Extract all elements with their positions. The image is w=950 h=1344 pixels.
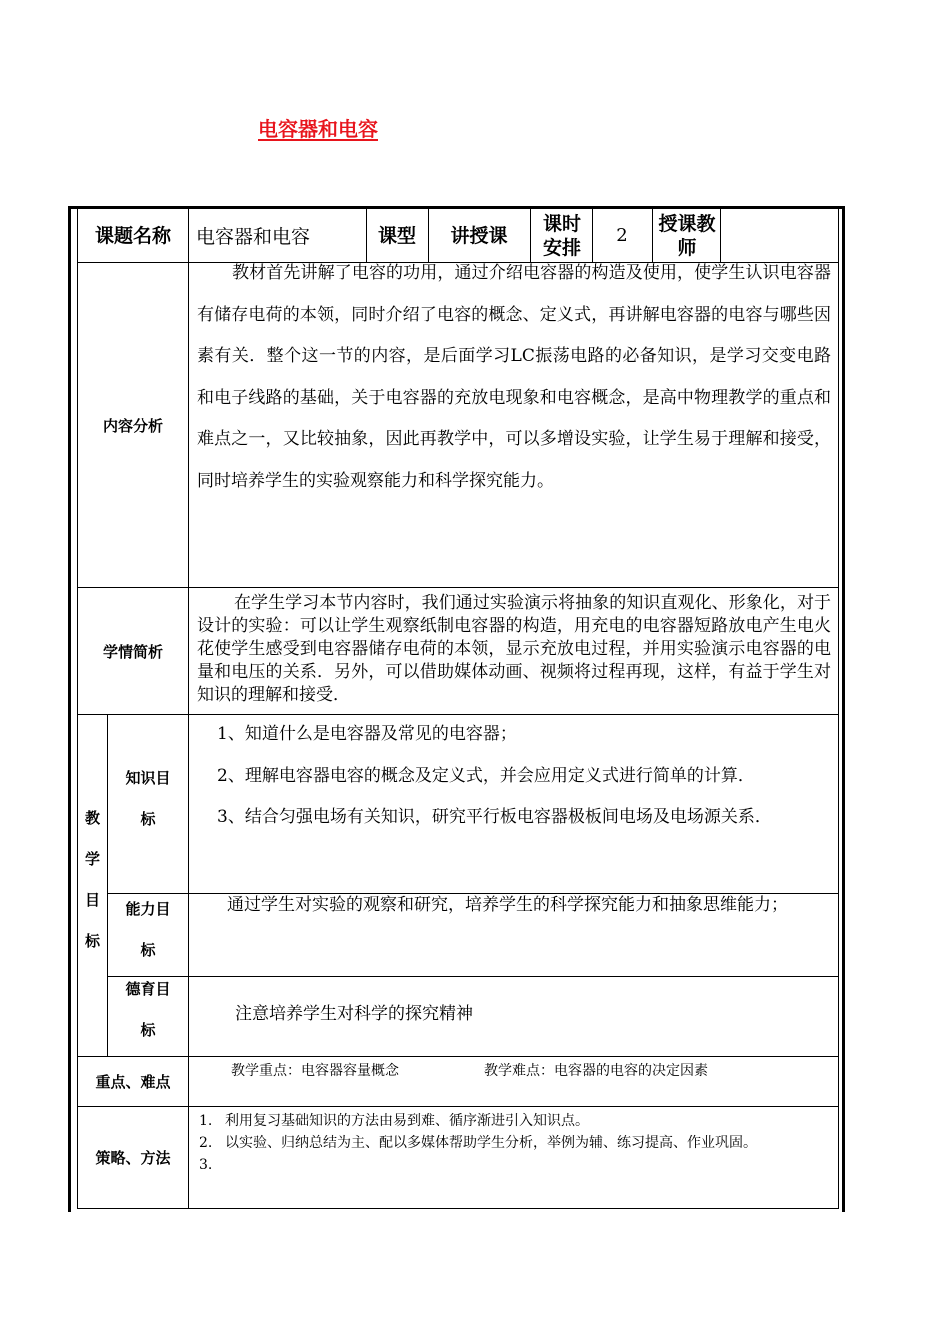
strategy-item [199, 1154, 833, 1176]
rule-ability-bottom [107, 976, 838, 977]
rule-goals-bottom [77, 1056, 838, 1057]
strategy-item-number: 2. [199, 1135, 213, 1151]
student-analysis-label: 学情简析 [102, 642, 163, 661]
knowledge-goal-2: 2、理解电容器电容的概念及定义式，并会应用定义式进行简单的计算． [217, 765, 755, 786]
lesson-type-label: 课型 [377, 224, 416, 247]
teaching-focus: 教学重点：电容器容量概念 [231, 1063, 399, 1079]
ability-goals-text: 通过学生对实验的观察和研究，培养学生的科学探究能力和抽象思维能力； [227, 895, 788, 915]
strategy-item [199, 1110, 833, 1132]
strategy-item-number: 1. [199, 1113, 213, 1129]
strategy-item-text: 以实验、归纳总结为主、配以多媒体帮助学生分析，举例为辅、练习提高、作业巩固。 [225, 1135, 757, 1151]
moral-goals-text: 注意培养学生对科学的探究精神 [235, 1004, 473, 1024]
knowledge-goal-3: 3、结合匀强电场有关知识，研究平行板电容器极板间电场及电场源关系． [217, 807, 772, 827]
knowledge-goal-1: 1、知道什么是电容器及常见的电容器； [217, 724, 517, 744]
strategy-list [199, 1110, 833, 1176]
hours-label: 课时安排 [542, 212, 581, 259]
knowledge-goals-list [197, 714, 831, 839]
strategy-item [199, 1132, 833, 1154]
moral-goals-label: 德育目标 [125, 980, 171, 1039]
topic-label: 课题名称 [94, 224, 171, 247]
strategy-item-text: 利用复习基础知识的方法由易到难、循序渐进引入知识点。 [225, 1113, 589, 1129]
strategy-item-number: 3. [199, 1157, 213, 1173]
document-title: 电容器和电容 [258, 117, 378, 141]
strategy-label: 策略、方法 [95, 1149, 171, 1167]
content-analysis-label: 内容分析 [102, 416, 163, 435]
knowledge-goals-label: 知识目标 [125, 769, 171, 828]
hours-value: 2 [616, 225, 628, 246]
rule-keypoints-bottom [77, 1106, 838, 1107]
content-analysis-text: 教材首先讲解了电容的功用，通过介绍电容器的构造及使用，使学生认识电容器有储存电荷的本领，同时介绍了电容的概念、定义式，再讲解电容器的电容与哪些因素有关．整个这一节的内容，是后面学习LC振荡电路的必备知识，是学习交变电路和电子线路的基础，关于电容器的充放电现象和电容概念，是高中物理教学的重点和难点之一，又比较抽象，因此再教学中，可以多增设实验，让学生易于理解和接受，同时培养学生的实验观察能力和科学探究能力。 [197, 263, 831, 491]
lesson-type-value: 讲授课 [450, 224, 508, 247]
rule-content-bottom [77, 587, 838, 588]
topic-value: 电容器和电容 [196, 226, 311, 248]
teaching-goals-label: 教学目标 [85, 809, 101, 950]
teacher-label: 授课教师 [658, 212, 716, 259]
rule-right-inner [838, 209, 839, 1209]
teaching-difficulty: 教学难点：电容器的电容的决定因素 [484, 1063, 708, 1079]
ability-goals-label: 能力目标 [125, 900, 171, 959]
rule-label-column [188, 209, 189, 1209]
key-points-label: 重点、难点 [95, 1073, 171, 1091]
rule-strategy-bottom [77, 1208, 838, 1209]
student-analysis-text: 在学生学习本节内容时，我们通过实验演示将抽象的知识直观化、形象化，对于设计的实验：可以让学生观察纸制电容器的构造，用充电的电容器短路放电产生电火花使学生感受到电容器储存电荷的本领，显示充放电过程，并用实验演示电容器的电量和电压的关系．另外，可以借助媒体动画、视频将过程再现，这样，有益于学生对知识的理解和接受． [197, 593, 831, 705]
